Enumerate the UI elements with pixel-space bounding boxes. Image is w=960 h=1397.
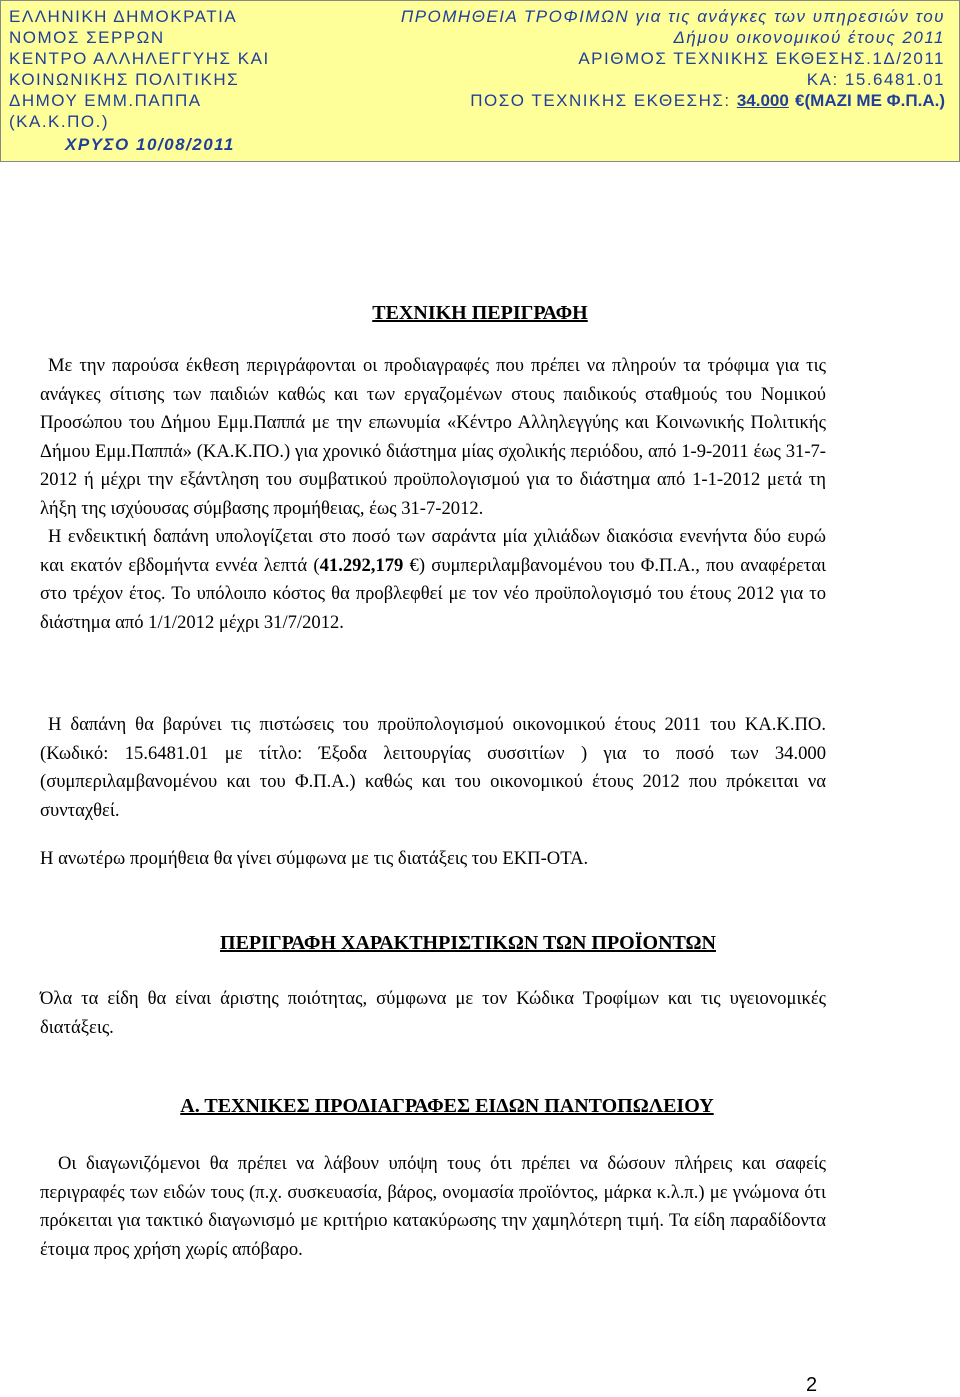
header-prefecture: ΝΟΜΟΣ ΣΕΡΡΩΝ <box>9 28 165 47</box>
header-subject: ΠΡΟΜΗΘΕΙΑ ΤΡΟΦΙΜΩΝ για τις ανάγκες των υπηρεσιών του <box>400 7 945 26</box>
header-budget-code: ΚΑ: 15.6481.01 <box>806 70 945 89</box>
header-abbreviation: (ΚΑ.Κ.ΠΟ.) <box>9 112 110 131</box>
paragraph-2-text-start: Η ενδεικτική δαπάνη υπολογίζεται στο ποσό των σαράντα μία χιλιάδων διακόσια ενενήντα δύο ευρώ και εκατόν εβδομήντα εννέα λεπτά ( <box>40 526 826 576</box>
legal-paragraph: Η ανωτέρω προμήθεια θα γίνει σύμφωνα με τις διατάξεις του ΕΚΠ-ΟΤΑ. <box>40 848 589 869</box>
section-a-block <box>40 1150 826 1264</box>
header-municipality: ΔΗΜΟΥ ΕΜΜ.ΠΑΠΠΑ <box>9 91 202 110</box>
header-country: ΕΛΛΗΝΙΚΗ ΔΗΜΟΚΡΑΤΙΑ <box>9 7 238 26</box>
header-date: ΧΡΥΣΟ 10/08/2011 <box>65 135 235 154</box>
header-amount-line <box>470 91 945 111</box>
header-amount-suffix: €(ΜΑΖΙ ΜΕ Φ.Π.Α.) <box>795 91 945 110</box>
product-description-paragraph: Όλα τα είδη θα είναι άριστης ποιότητας, σύμφωνα με τον Κώδικα Τροφίμων και τις υγειονομικές διατάξεις. <box>40 988 826 1038</box>
header-report-number: ΑΡΙΘΜΟΣ ΤΕΧΝΙΚΗΣ ΕΚΘΕΣΗΣ.1Δ/2011 <box>578 49 945 68</box>
technical-description-title: ΤΕΧΝΙΚΗ ΠΕΡΙΓΡΑΦΗ <box>372 302 588 324</box>
header-fiscal-year: Δήμου οικονομικού έτους 2011 <box>673 28 945 47</box>
paragraph-2-text-end: €) συμπεριλαμβανομένου του Φ.Π.Α., που αναφέρεται στο τρέχον έτος. Το υπόλοιπο κόστος θα προβλεφθεί με τον νέο προϋπολογισμό του έτους 2012 για το διάστημα από 1/1/2012 μέχρι 31/7/2012. <box>40 554 826 633</box>
technical-description-paragraph-2 <box>40 523 826 637</box>
header-box <box>0 0 960 162</box>
section-a-paragraph: Οι διαγωνιζόμενοι θα πρέπει να λάβουν υπόψη τους ότι πρέπει να δώσουν πλήρεις και σαφείς περιγραφές των ειδών τους (π.χ. συσκευασία, βάρος, ονομασία προϊόντος, μάρκα κ.λ.π.) με γνώμονα ότι πρόκειται για τακτικό διαγωνισμό με κριτήριο κατακύρωσης την χαμηλότερη τιμή. Τα είδη παραδίδοντα έτοιμα προς χρήση χωρίς απόβαρο. <box>40 1153 826 1260</box>
budget-paragraph: Η δαπάνη θα βαρύνει τις πιστώσεις του προϋπολογισμού οικονομικού έτους 2011 του ΚΑ.Κ.ΠΟ. (Κωδικό: 15.6481.01 με τίτλο: Έξοδα λειτουργίας συσσιτίων ) για το ποσό των 34.000 (συμπεριλαμβανομένου και του Φ.Π.Α.) καθώς και του οικονομικού έτους 2012 που πρόκειται να συνταχθεί. <box>40 714 826 821</box>
technical-description-body <box>40 352 826 637</box>
header-organization-line1: ΚΕΝΤΡΟ ΑΛΛΗΛΕΓΓΥΗΣ ΚΑΙ <box>9 49 270 68</box>
section-a-title: Α. ΤΕΧΝΙΚΕΣ ΠΡΟΔΙΑΓΡΑΦΕΣ ΕΙΔΩΝ ΠΑΝΤΟΠΩΛΕΙΟΥ <box>180 1095 714 1117</box>
product-description-block <box>40 985 826 1042</box>
header-amount-label: ΠΟΣΟ ΤΕΧΝΙΚΗΣ ΕΚΘΕΣΗΣ: <box>470 91 731 110</box>
legal-paragraph-block <box>40 845 826 874</box>
estimated-cost-amount: 41.292,179 <box>319 554 404 576</box>
budget-paragraph-block <box>40 711 826 825</box>
product-description-title: ΠΕΡΙΓΡΑΦΗ ΧΑΡΑΚΤΗΡΙΣΤΙΚΩΝ ΤΩΝ ΠΡΟΪΟΝΤΩΝ <box>220 932 716 954</box>
header-organization-line2: ΚΟΙΝΩΝΙΚΗΣ ΠΟΛΙΤΙΚΗΣ <box>9 70 240 89</box>
header-amount-value: 34.000 <box>736 91 789 110</box>
technical-description-paragraph-1: Με την παρούσα έκθεση περιγράφονται οι προδιαγραφές που πρέπει να πληρούν τα τρόφιμα για τις ανάγκες σίτισης των παιδιών καθώς και των εργαζομένων στους παιδικούς σταθμούς του Νομικού Προσώπου του Δήμου Εμμ.Παππά με την επωνυμία «Κέντρο Αλληλεγγύης και Κοινωνικής Πολιτικής Δήμου Εμμ.Παππά» (ΚΑ.Κ.ΠΟ.) για χρονικό διάστημα μίας σχολικής περιόδου, από 1-9-2011 έως 31-7-2012 ή μέχρι την εξάντληση του συμβατικού προϋπολογισμού για το διάστημα από 1-1-2012 μετά τη λήξη της ισχύουσας σύμβασης προμήθειας, έως 31-7-2012. <box>40 355 826 519</box>
page-number: 2 <box>806 1374 818 1396</box>
